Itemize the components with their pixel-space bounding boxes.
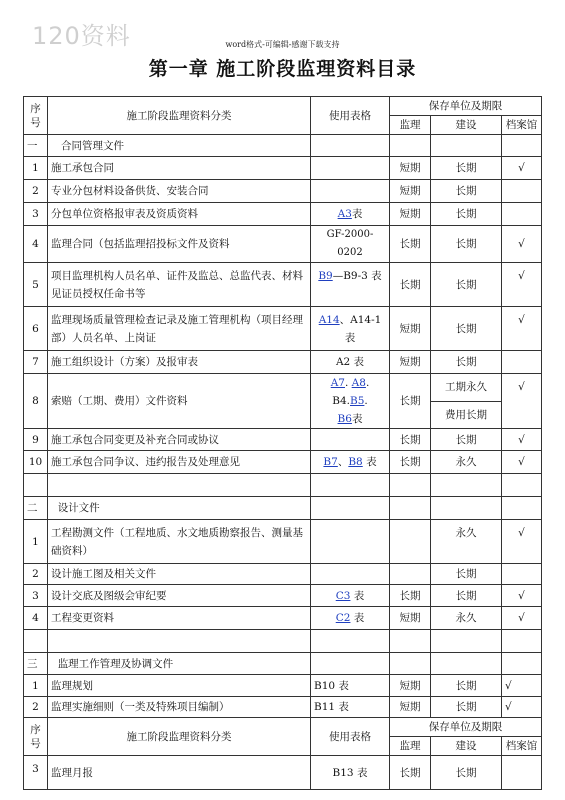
row-name: 设计交底及图级会审纪要 [48,585,311,607]
row-supervision: 短期 [390,157,431,180]
header-category: 施工阶段监理资料分类 [48,718,311,756]
section-label: 设计文件 [48,497,311,520]
row-supervision [390,564,431,585]
table-row [24,157,542,180]
row-construction: 长期 [431,226,502,263]
table-row [24,564,542,585]
watermark: 120资料 [32,22,131,50]
row-name: 设计施工图及相关文件 [48,564,311,585]
header-seq: 序号 [24,97,48,135]
header-construction: 建设 [431,116,502,135]
form-link[interactable]: B9 [318,270,333,282]
header-form: 使用表格 [311,718,390,756]
row-name: 监理实施细则（一类及特殊项目编制） [48,697,311,718]
row-name: 工程勘测文件（工程地质、水文地质勘察报告、测量基础资料） [48,520,311,564]
form-link[interactable]: C3 [335,589,351,602]
row-construction: 长期 [431,756,502,790]
header-row [24,97,542,116]
row-construction: 永久 [431,520,502,564]
row-archive: √ [502,697,542,718]
row-form [311,157,390,180]
row-construction: 长期 [431,263,502,307]
row-number: 1 [24,675,48,697]
section-number: 二 [24,497,48,520]
row-archive: √ [502,226,542,263]
row-form: B11 表 [311,697,390,718]
header-category: 施工阶段监理资料分类 [48,97,311,135]
row-name: 监理合同（包括监理招投标文件及资料 [48,226,311,263]
row-form: A3表 [311,203,390,226]
row-number: 1 [24,157,48,180]
table-row [24,697,542,718]
row-form: A7. A8. B4.B5. B6表 [311,374,390,429]
row-archive [502,351,542,374]
row-name: 工程变更资料 [48,607,311,630]
table-row [24,585,542,607]
header-construction: 建设 [431,737,502,756]
form-link[interactable]: B5 [349,395,365,407]
header-archive: 档案馆 [502,116,542,135]
table-row [24,451,542,474]
subtitle-note: word格式-可编辑-感谢下载支持 [225,40,340,49]
empty-row [24,474,542,497]
row-archive: √ [502,520,542,564]
row-supervision: 短期 [390,607,431,630]
row-supervision: 长期 [390,429,431,451]
row-number: 8 [24,374,48,429]
row-supervision: 长期 [390,374,431,429]
row-form: A14、A14-1表 [311,307,390,351]
page-title: 第一章 施工阶段监理资料目录 [148,58,417,80]
form-link[interactable]: A3 [337,208,352,220]
row-name: 项目监理机构人员名单、证件及监总、总监代表、材料见证员授权任命书等 [48,263,311,307]
row-supervision: 短期 [390,307,431,351]
form-link[interactable]: A8 [351,377,366,389]
row-archive: √ [502,585,542,607]
empty-row [24,630,542,653]
table-row [24,351,542,374]
header-retention: 保存单位及期限 [390,718,542,737]
row-archive [502,564,542,585]
row-form: B9—B9-3 表 [311,263,390,307]
form-link[interactable]: A7 [330,377,345,389]
table-row [24,374,542,402]
table-row [24,180,542,203]
table-row [24,520,542,564]
row-form [311,180,390,203]
row-number: 3 [24,203,48,226]
row-form: C3 表 [311,585,390,607]
row-number: 4 [24,607,48,630]
row-construction: 永久 [431,451,502,474]
row-form: C2 表 [311,607,390,630]
row-supervision [390,520,431,564]
form-link[interactable]: B8 [348,456,363,468]
row-number: 2 [24,697,48,718]
row-archive: √ [502,157,542,180]
table-row [24,307,542,351]
row-number: 2 [24,180,48,203]
row-supervision: 短期 [390,675,431,697]
section-row [24,497,542,520]
row-name: 监理月报 [48,756,311,790]
form-link[interactable]: B7 [323,456,338,468]
row-construction: 费用长期 [431,401,502,429]
row-form: GF-2000-0202 [311,226,390,263]
header-seq: 序号 [24,718,48,756]
form-link[interactable]: A14 [318,313,340,326]
row-construction: 长期 [431,585,502,607]
row-name: 分包单位资格报审表及资质资料 [48,203,311,226]
row-construction: 工期永久 [431,374,502,402]
row-supervision: 长期 [390,263,431,307]
row-number: 10 [24,451,48,474]
section-row [24,653,542,675]
section-row [24,135,542,157]
table-row [24,226,542,263]
row-form: B7、B8 表 [311,451,390,474]
section-number: 一 [24,135,48,157]
catalog-table [23,96,542,790]
table-row [24,756,542,790]
section-label: 监理工作管理及协调文件 [48,653,311,675]
row-name: 监理规划 [48,675,311,697]
row-construction: 永久 [431,607,502,630]
table-row [24,263,542,307]
row-supervision: 短期 [390,351,431,374]
header-row-repeat [24,718,542,737]
row-supervision: 长期 [390,226,431,263]
form-link[interactable]: B6 [337,413,352,425]
header-archive: 档案馆 [502,737,542,756]
section-number: 三 [24,653,48,675]
row-form: B10 表 [311,675,390,697]
row-form: B13 表 [311,756,390,790]
table-row [24,203,542,226]
row-archive: √ [502,607,542,630]
row-supervision: 长期 [390,451,431,474]
header-retention: 保存单位及期限 [390,97,542,116]
row-number: 9 [24,429,48,451]
row-construction: 长期 [431,675,502,697]
row-construction: 长期 [431,157,502,180]
row-supervision: 长期 [390,756,431,790]
header-supervision: 监理 [390,116,431,135]
table-row [24,607,542,630]
form-link[interactable]: C2 [335,612,351,624]
row-name: 施工承包合同变更及补充合同或协议 [48,429,311,451]
section-label: 合同管理文件 [48,135,311,157]
row-number: 3 [24,756,48,790]
header-form: 使用表格 [311,97,390,135]
row-archive [502,180,542,203]
row-construction: 长期 [431,351,502,374]
row-number: 3 [24,585,48,607]
row-name: 索赔（工期、费用）文件资料 [48,374,311,429]
table-row [24,429,542,451]
row-construction: 长期 [431,203,502,226]
row-construction: 长期 [431,307,502,351]
row-supervision: 短期 [390,697,431,718]
row-supervision: 长期 [390,585,431,607]
row-number: 7 [24,351,48,374]
row-form [311,429,390,451]
row-archive: √ [502,451,542,474]
row-number: 1 [24,520,48,564]
row-supervision: 短期 [390,203,431,226]
row-name: 监理现场质量管理检查记录及施工管理机构（项目经理部）人员名单、上岗证 [48,307,311,351]
row-construction: 长期 [431,429,502,451]
row-number: 4 [24,226,48,263]
row-name: 专业分包材料设备供货、安装合同 [48,180,311,203]
header-supervision: 监理 [390,737,431,756]
row-name: 施工组织设计（方案）及报审表 [48,351,311,374]
row-archive: √ [502,263,542,307]
table-row [24,675,542,697]
row-archive: √ [502,374,542,429]
row-archive [502,756,542,790]
row-form: A2 表 [311,351,390,374]
row-supervision: 短期 [390,180,431,203]
row-archive: √ [502,429,542,451]
row-construction: 长期 [431,180,502,203]
row-number: 5 [24,263,48,307]
row-number: 6 [24,307,48,351]
row-construction: 长期 [431,697,502,718]
row-name: 施工承包合同 [48,157,311,180]
row-archive [502,203,542,226]
row-construction: 长期 [431,564,502,585]
row-form [311,520,390,564]
row-archive: √ [502,675,542,697]
row-name: 施工承包合同争议、违约报告及处理意见 [48,451,311,474]
row-archive: √ [502,307,542,351]
row-number: 2 [24,564,48,585]
row-form [311,564,390,585]
